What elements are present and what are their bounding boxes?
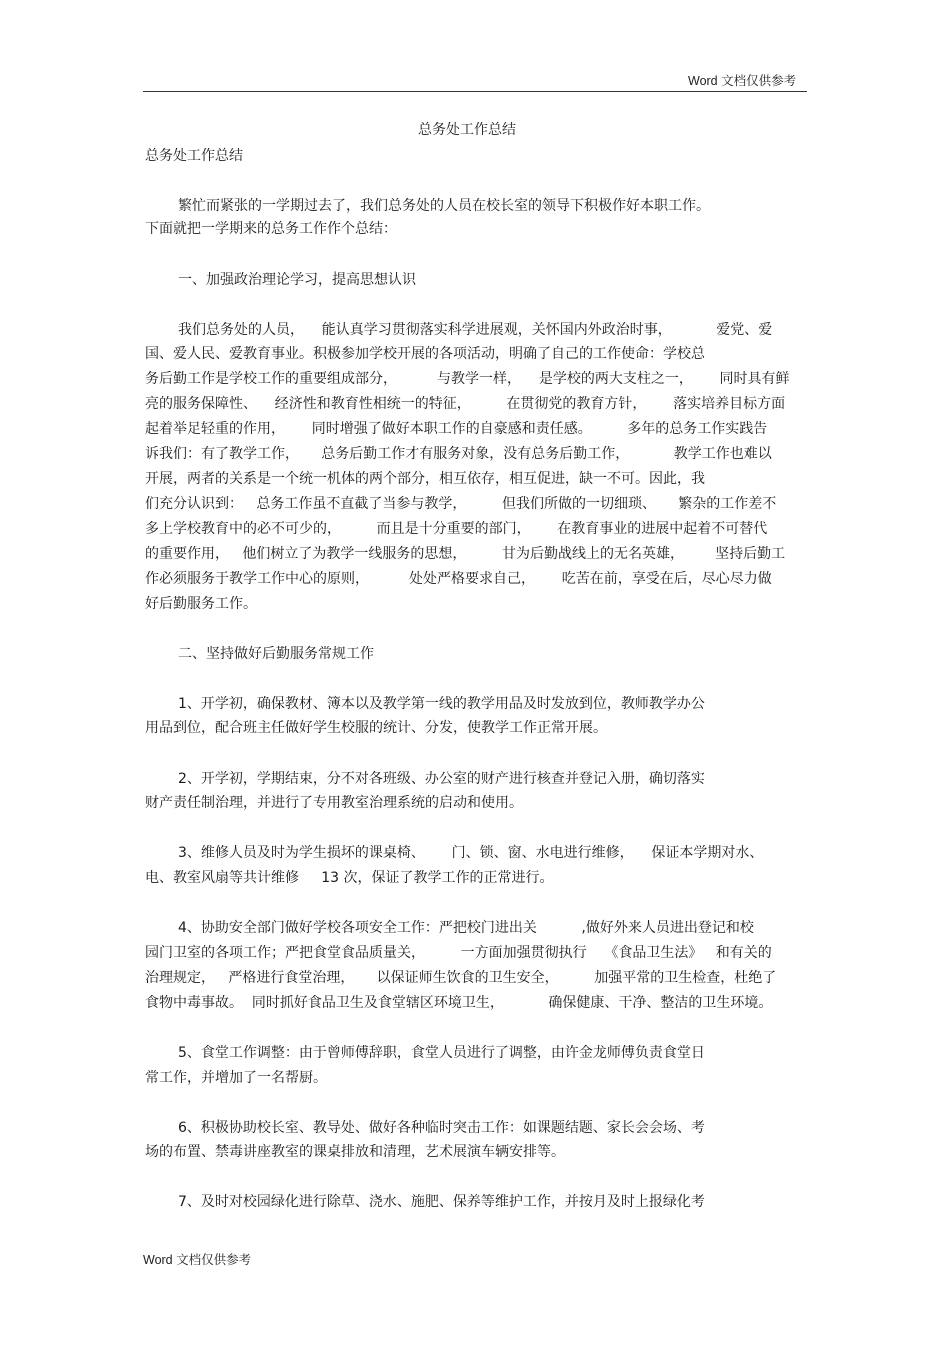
paragraph-line: 财产责任制治理，并进行了专用教室治理系统的启动和使用。 — [145, 795, 523, 811]
paragraph-line: 务后勤工作是学校工作的重要组成部分， 与教学一样， 是学校的两大支柱之一， 同时具有鲜 — [145, 371, 790, 387]
paragraph-line: 好后勤服务工作。 — [145, 596, 257, 612]
paragraph-line: 1、开学初，确保教材、簿本以及教学第一线的教学用品及时发放到位，教师教学办公 — [178, 696, 705, 712]
paragraph-line: 作必须服务于教学工作中心的原则， 处处严格要求自己， 吃苦在前，享受在后，尽心尽力做 — [145, 571, 772, 587]
paragraph-line: 6、积极协助校长室、教导处、做好各种临时突击工作：如课题结题、家长会会场、考 — [178, 1120, 705, 1136]
paragraph-line: 治理规定， 严格进行食堂治理， 以保证师生饮食的卫生安全， 加强平常的卫生检查，杜绝了 — [145, 970, 777, 986]
section-heading: 一、加强政治理论学习，提高思想认识 — [178, 272, 416, 288]
paragraph-line: 多上学校教育中的必不可少的， 而且是十分重要的部门， 在教育事业的进展中起着不可替代 — [145, 521, 768, 537]
paragraph-line: 繁忙而紧张的一学期过去了，我们总务处的人员在校长室的领导下积极作好本职工作。 — [178, 198, 710, 214]
page-header-text: Word 文档仅供参考 — [688, 74, 797, 88]
document-title: 总务处工作总结 — [418, 122, 516, 138]
paragraph-line: 我们总务处的人员， 能认真学习贯彻落实科学进展观，关怀国内外政治时事， 爱党、爱 — [178, 322, 773, 338]
paragraph-line: 的重要作用， 他们树立了为教学一线服务的思想， 甘为后勤战线上的无名英雄， 坚持后勤工 — [145, 546, 786, 562]
paragraph-line: 场的布置、禁毒讲座教室的课桌排放和清理，艺术展演车辆安排等。 — [145, 1144, 565, 1160]
header-rule — [143, 91, 807, 92]
paragraph-line: 们充分认识到： 总务工作虽不直截了当参与教学， 但我们所做的一切细琐、 繁杂的工作差不 — [145, 496, 777, 512]
paragraph-line: 5、食堂工作调整：由于曾师傅辞职，食堂人员进行了调整，由许金龙师傅负责食堂日 — [178, 1045, 705, 1061]
paragraph-line: 4、协助安全部门做好学校各项安全工作：严把校门进出关 ,做好外来人员进出登记和校 — [178, 920, 754, 936]
paragraph-line: 用品到位，配合班主任做好学生校服的统计、分发，使教学工作正常开展。 — [145, 720, 607, 736]
paragraph-line: 2、开学初，学期结束，分不对各班级、办公室的财产进行核查并登记入册，确切落实 — [178, 771, 705, 787]
document-subtitle: 总务处工作总结 — [145, 148, 243, 164]
paragraph-line: 亮的服务保障性、 经济性和教育性相统一的特征， 在贯彻党的教育方针， 落实培养目标方面 — [145, 396, 786, 412]
section-heading: 二、坚持做好后勤服务常规工作 — [178, 646, 374, 662]
paragraph-line: 园门卫室的各项工作；严把食堂食品质量关， 一方面加强贯彻执行 《食品卫生法》 和有关的 — [145, 945, 772, 961]
paragraph-line: 3、维修人员及时为学生损坏的课桌椅、 门、锁、窗、水电进行维修， 保证本学期对水、 — [178, 845, 764, 861]
page-footer-text: Word 文档仅供参考 — [143, 1253, 252, 1267]
paragraph-line: 下面就把一学期来的总务工作作个总结： — [145, 221, 397, 237]
paragraph-line: 7、及时对校园绿化进行除草、浇水、施肥、保养等维护工作，并按月及时上报绿化考 — [178, 1194, 705, 1210]
paragraph-line: 开展，两者的关系是一个统一机体的两个部分，相互依存，相互促进，缺一不可。因此，我 — [145, 471, 705, 487]
paragraph-line: 诉我们：有了教学工作， 总务后勤工作才有服务对象，没有总务后勤工作， 教学工作也难以 — [145, 446, 772, 462]
paragraph-line: 食物中毒事故。 同时抓好食品卫生及食堂辖区环境卫生， 确保健康、干净、整洁的卫生环境。 — [145, 995, 773, 1011]
paragraph-line: 电、教室风扇等共计维修 13 次，保证了教学工作的正常进行。 — [145, 870, 554, 886]
paragraph-line: 国、爱人民、爱教育事业。积极参加学校开展的各项活动，明确了自己的工作使命：学校总 — [145, 346, 705, 362]
paragraph-line: 常工作，并增加了一名帮厨。 — [145, 1070, 327, 1086]
paragraph-line: 起着举足轻重的作用， 同时增强了做好本职工作的自豪感和责任感。 多年的总务工作实践告 — [145, 421, 768, 437]
